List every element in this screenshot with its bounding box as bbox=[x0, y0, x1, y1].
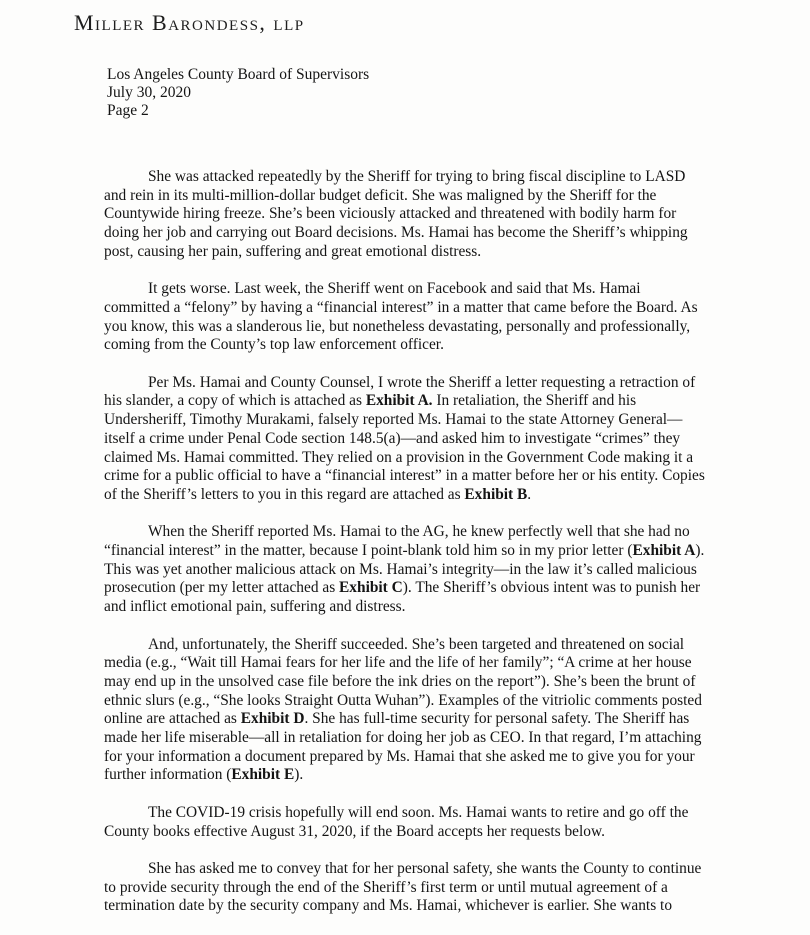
body-paragraph bbox=[104, 280, 708, 355]
exhibit-reference: Exhibit B bbox=[464, 485, 528, 503]
body-paragraph bbox=[104, 523, 708, 617]
exhibit-reference: Exhibit D bbox=[240, 710, 305, 728]
exhibit-reference: Exhibit C bbox=[339, 579, 403, 597]
paragraph-text: . She has full-time security for personal safety. The Sheriff has made her life miserable—all in retaliation for doing her job as CEO. In that regard, I’m attaching for your information a document prepared by Ms. Hamai that she asked me to give you for your further information ( bbox=[104, 710, 702, 784]
paragraph-text: She was attacked repeatedly by the Sheriff for trying to bring fiscal discipline to LASD and rein in its multi-million-dollar budget deficit. She was maligned by the Sheriff for the Countywide hiring freeze. She’s been viciously attacked and threatened with bodily harm for doing her job and carrying out Board decisions. Ms. Hamai has become the Sheriff’s whipping post, causing her pain, suffering and great emotional distress. bbox=[104, 168, 688, 260]
exhibit-reference: Exhibit A bbox=[632, 542, 696, 560]
letter-header bbox=[107, 66, 369, 120]
paragraph-text: . bbox=[527, 485, 532, 503]
paragraph-text: In retaliation, the Sheriff and his Undersheriff, Timothy Murakami, falsely reported Ms. Hamai to the state Attorney General—itself a crime under Penal Code section 148.5(a)—and asked him to investigate “crimes” they claimed Ms. Hamai committed. They relied on a provision in the Government Code making it a crime for a public official to have a “financial interest” in a matter before her or his entity. Copies of the Sheriff’s letters to you in this regard are attached as bbox=[104, 392, 705, 503]
body-paragraph bbox=[104, 168, 708, 262]
page-number-line: Page 2 bbox=[107, 102, 149, 119]
firm-letterhead: Miller Barondess, llp bbox=[74, 10, 305, 35]
recipient-line: Los Angeles County Board of Supervisors bbox=[107, 66, 370, 83]
paragraph-text: And, unfortunately, the Sheriff succeeded. She’s been targeted and threatened on social media (e.g., “Wait till Hamai fears for her life and the life of her family”; “A crime at her house may end up in the unsolved case file before the ink dries on the report”). She’s been the brunt of ethnic slurs (e.g., “She looks Straight Outta Wuhan”). Examples of the vitriolic comments posted online are attached as bbox=[104, 635, 702, 728]
paragraph-text: ). This was yet another malicious attack on Ms. Hamai’s integrity—in the law it’s called malicious prosecution (per my letter attached as bbox=[104, 542, 705, 597]
paragraph-text: Per Ms. Hamai and County Counsel, I wrote the Sheriff a letter requesting a retraction of his slander, a copy of which is attached as bbox=[104, 373, 696, 410]
exhibit-reference: Exhibit A. bbox=[365, 392, 433, 410]
paragraph-text: When the Sheriff reported Ms. Hamai to the AG, he knew perfectly well that she had no “financial interest” in the matter, because I point-blank told him so in my prior letter ( bbox=[104, 523, 690, 560]
letter-body bbox=[104, 168, 708, 935]
paragraph-text: ). bbox=[294, 766, 304, 784]
body-paragraph bbox=[104, 374, 708, 505]
body-paragraph bbox=[104, 804, 708, 841]
body-paragraph bbox=[104, 860, 708, 916]
date-line: July 30, 2020 bbox=[107, 84, 191, 101]
exhibit-reference: Exhibit E bbox=[231, 766, 295, 784]
paragraph-text: ). The Sheriff’s obvious intent was to punish her and inflict emotional pain, suffering and distress. bbox=[104, 579, 701, 616]
paragraph-text: The COVID-19 crisis hopefully will end soon. Ms. Hamai wants to retire and go off the County books effective August 31, 2020, if the Board accepts her requests below. bbox=[104, 803, 689, 840]
paragraph-text: It gets worse. Last week, the Sheriff went on Facebook and said that Ms. Hamai committed a “felony” by having a “financial interest” in a matter that came before the Board. As you know, this was a slanderous lie, but nonetheless devastating, personally and professionally, coming from the County’s top law enforcement officer. bbox=[104, 280, 698, 354]
body-paragraph bbox=[104, 636, 708, 786]
paragraph-text: She has asked me to convey that for her personal safety, she wants the County to continue to provide security through the end of the Sheriff’s first term or until mutual agreement of a termination date by the security company and Ms. Hamai, whichever is earlier. She wants to bbox=[104, 859, 702, 915]
